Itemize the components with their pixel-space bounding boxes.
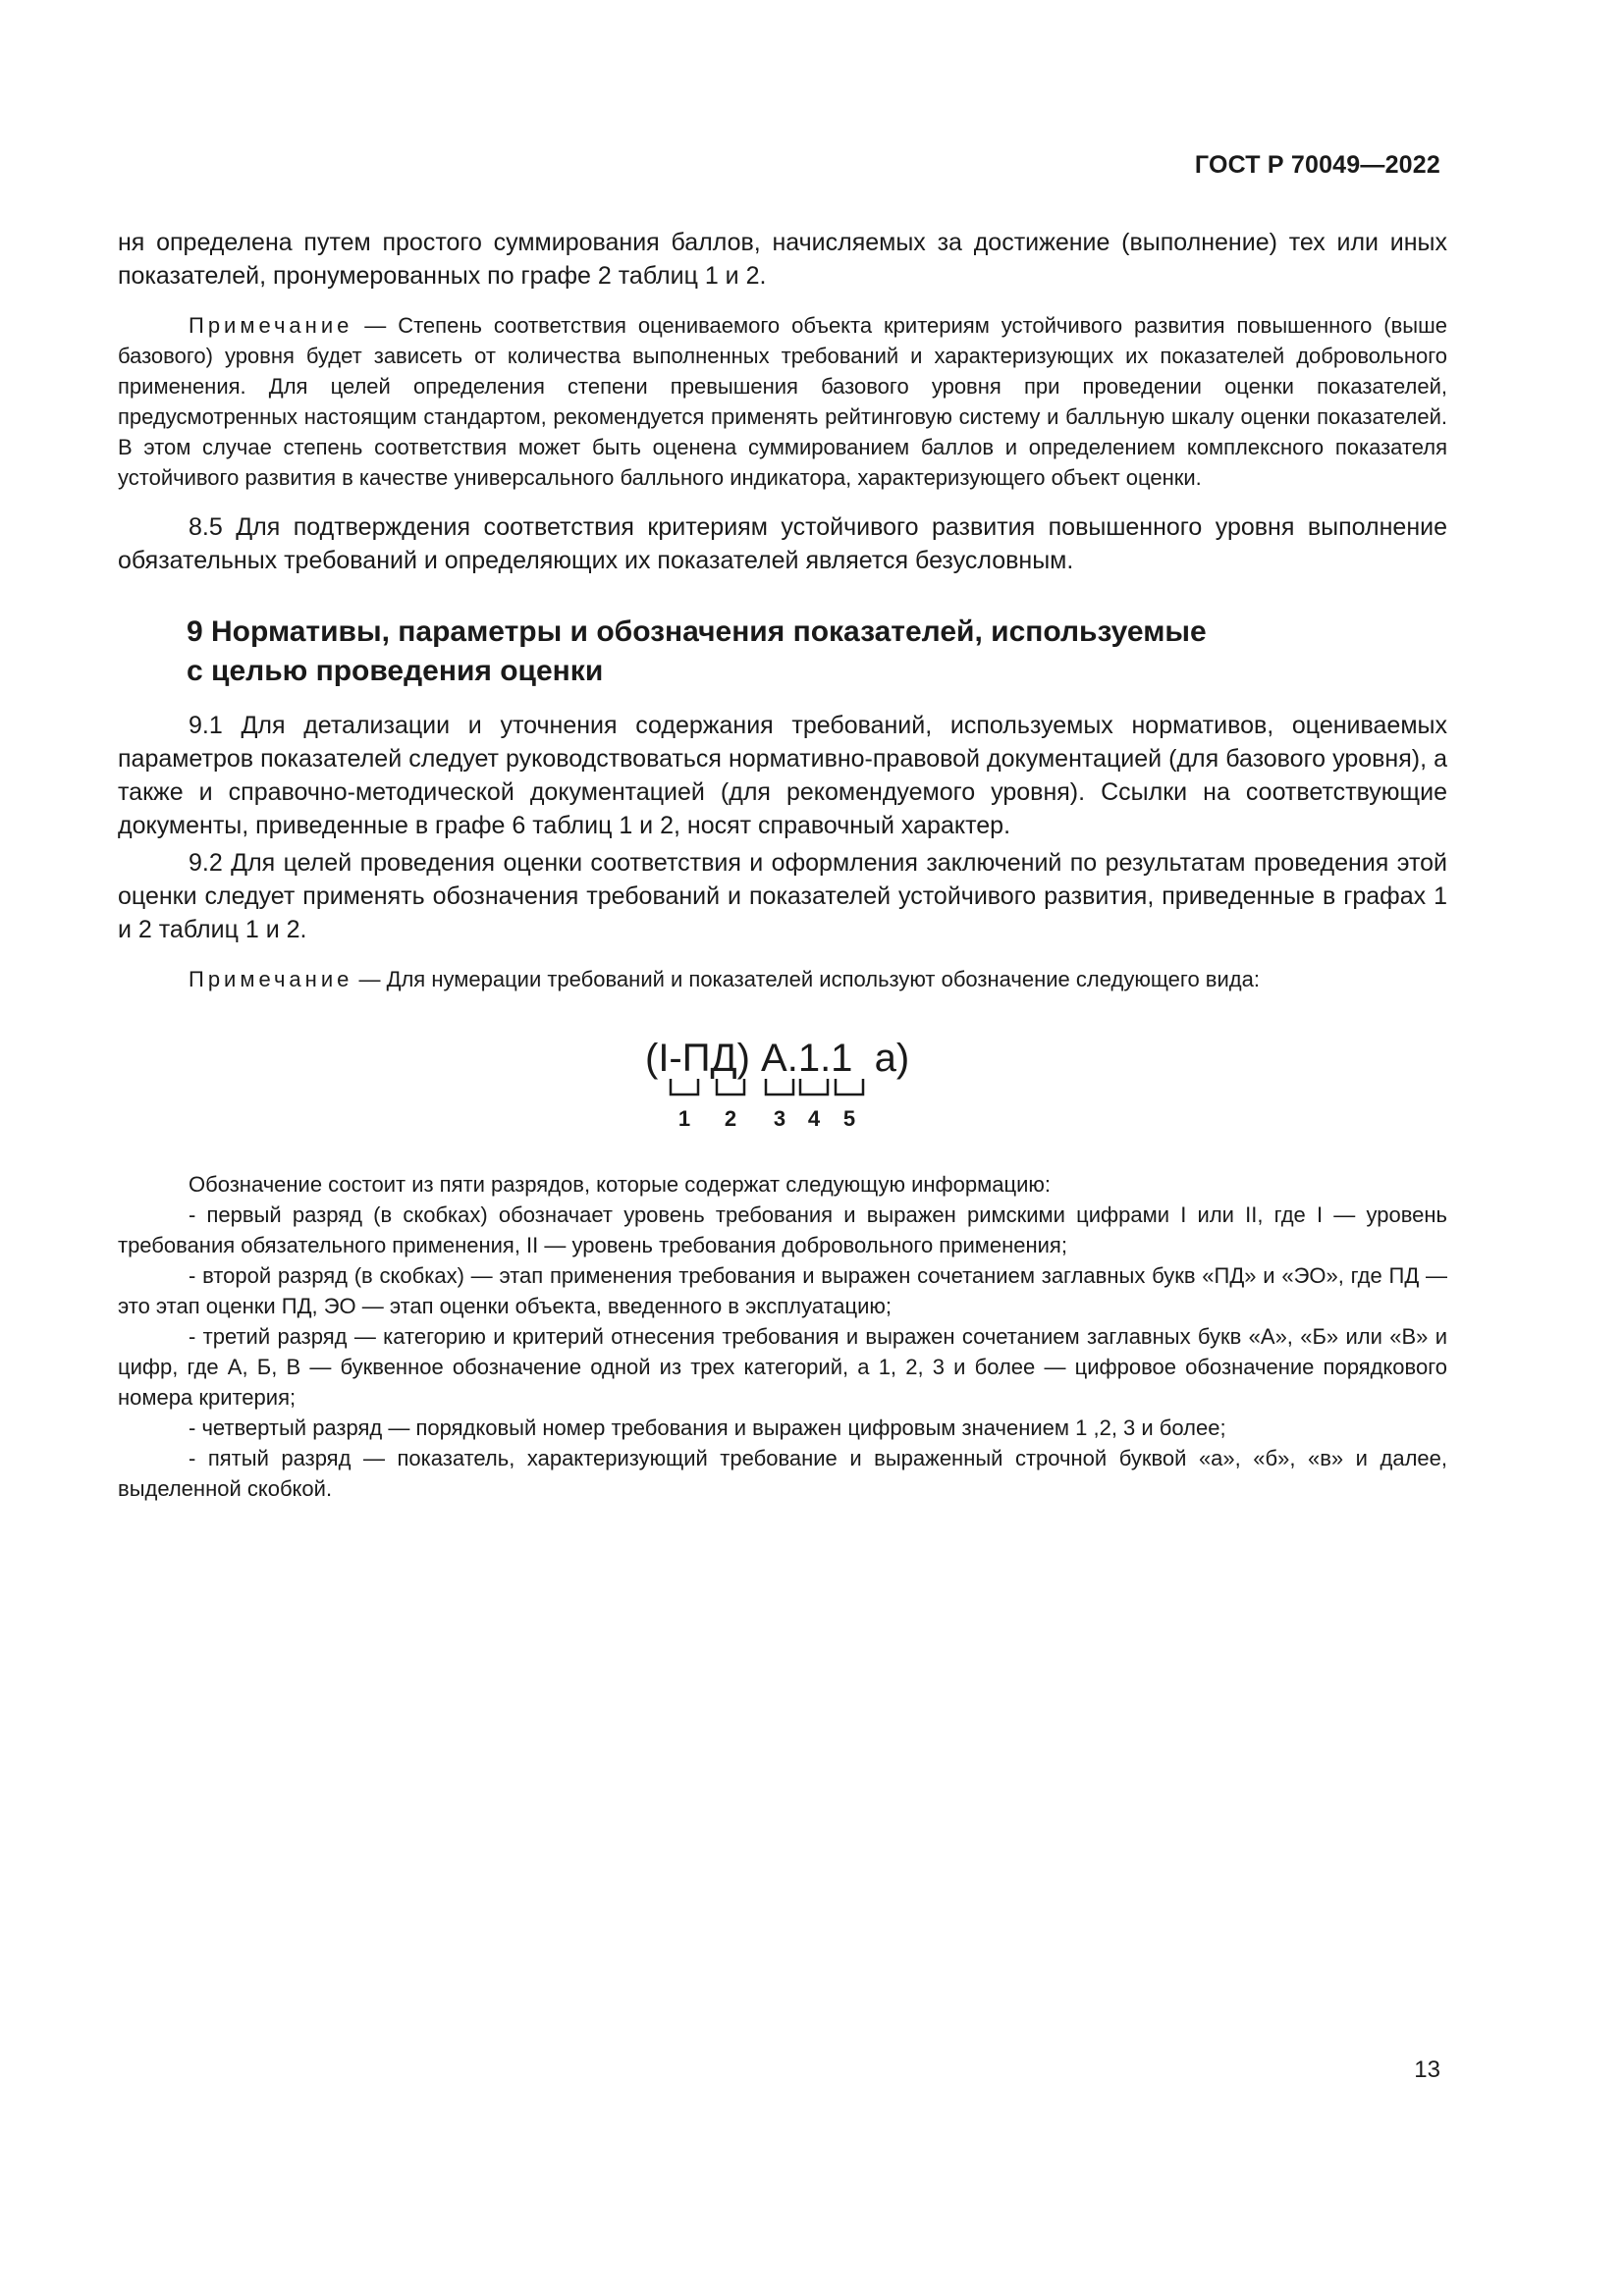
document-code-header: ГОСТ Р 70049—2022 — [1194, 151, 1440, 179]
note-2-text: — Для нумерации требований и показателей используют обозначение следующего вида: — [352, 967, 1260, 991]
designation-diagram — [118, 1020, 1447, 1148]
explanation-intro: Обозначение состоит из пяти разрядов, которые содержат следующую информацию: — [189, 1172, 1051, 1197]
explanation-item-5: - пятый разряд — показатель, характеризующий требование и выраженный строчной буквой «а», «б», «в» и далее, выделенной скобкой. — [118, 1446, 1447, 1501]
digit-4: 4 — [807, 1106, 821, 1131]
note-1-text: — Степень соответствия оцениваемого объекта критериям устойчивого развития повышенного (выше базового) уровня будет зависеть от количества выполненных требований и характеризующих их показателей добровольного применения. Для целей определения степени превышения базового уровня при проведении оценки показателей, предусмотренных настоящим стандартом, рекомендуется применять рейтинговую систему и балльную шкалу оценки показателей. В этом случае степень соответствия может быть оценена суммированием баллов и определением комплексного показателя устойчивого развития в качестве универсального балльного индикатора, характеризующего объект оценки. — [118, 313, 1447, 490]
explanation-item-2: - второй разряд (в скобках) — этап применения требования и выражен сочетанием заглавных букв «ПД» и «ЭО», где ПД — это этап оценки ПД, ЭО — этап оценки объекта, введенного в эксплуатацию; — [118, 1263, 1447, 1318]
paragraph-9-1: 9.1 Для детализации и уточнения содержания требований, используемых нормативов, оцениваемых параметров показателей следует руководствоваться нормативно-правовой документацией (для базового уровня), а также и справочно-методической документацией (для рекомендуемого уровня). Ссылки на соответствующие документы, приведенные в графе 6 таблиц 1 и 2, носят справочный характер. — [118, 712, 1447, 839]
bracket-5 — [836, 1079, 863, 1095]
paragraph-9-2: 9.2 Для целей проведения оценки соответствия и оформления заключений по результатам проведения этой оценки следует применять обозначения требований и показателей устойчивого развития, приведенные в графах 1 и 2 таблиц 1 и 2. — [118, 849, 1447, 943]
digit-1: 1 — [677, 1106, 691, 1131]
note-2-label: Примечание — [189, 967, 353, 991]
explanation-item-3: - третий разряд — категорию и критерий отнесения требования и выражен сочетанием заглавных букв «А», «Б» или «В» и цифр, где А, Б, В — буквенное обозначение одной из трех категорий, а 1, 2, 3 и более — цифровое обозначение порядкового номера критерия; — [118, 1324, 1447, 1410]
bracket-3 — [766, 1079, 793, 1095]
page-number: 13 — [1414, 2056, 1440, 2083]
digit-2: 2 — [724, 1106, 737, 1131]
section-9-heading-line-1: 9 Нормативы, параметры и обозначения показателей, используемые — [187, 615, 1207, 648]
continuation-paragraph: ня определена путем простого суммирования баллов, начисляемых за достижение (выполнение) тех или иных показателей, пронумерованных по графе 2 таблиц 1 и 2. — [118, 229, 1447, 290]
note-1-label: Примечание — [189, 313, 353, 338]
page-content — [118, 226, 1447, 1504]
designation-explanation — [118, 1169, 1447, 1504]
bracket-4 — [800, 1079, 828, 1095]
digit-3: 3 — [773, 1106, 786, 1131]
section-9-heading — [187, 613, 1447, 691]
section-9-heading-line-2: с целью проведения оценки — [187, 655, 604, 687]
digit-5: 5 — [842, 1106, 856, 1131]
designation-diagram-svg — [118, 1020, 1447, 1148]
explanation-item-4: - четвертый разряд — порядковый номер требования и выражен цифровым значением 1 ,2, 3 и более; — [189, 1415, 1226, 1440]
bracket-2 — [717, 1079, 744, 1095]
designation-brackets — [671, 1079, 863, 1095]
paragraph-8-5: 8.5 Для подтверждения соответствия критериям устойчивого развития повышенного уровня выполнение обязательных требований и определяющих их показателей является безусловным. — [118, 513, 1447, 574]
bracket-1 — [671, 1079, 698, 1095]
note-1 — [118, 310, 1447, 493]
note-2 — [118, 964, 1447, 994]
designation-example: (I-ПД) А.1.1 а) — [645, 1037, 910, 1080]
explanation-item-1: - первый разряд (в скобках) обозначает уровень требования и выражен римскими цифрами I или II, где I — уровень требования обязательного применения, II — уровень требования добровольного применения; — [118, 1202, 1447, 1257]
